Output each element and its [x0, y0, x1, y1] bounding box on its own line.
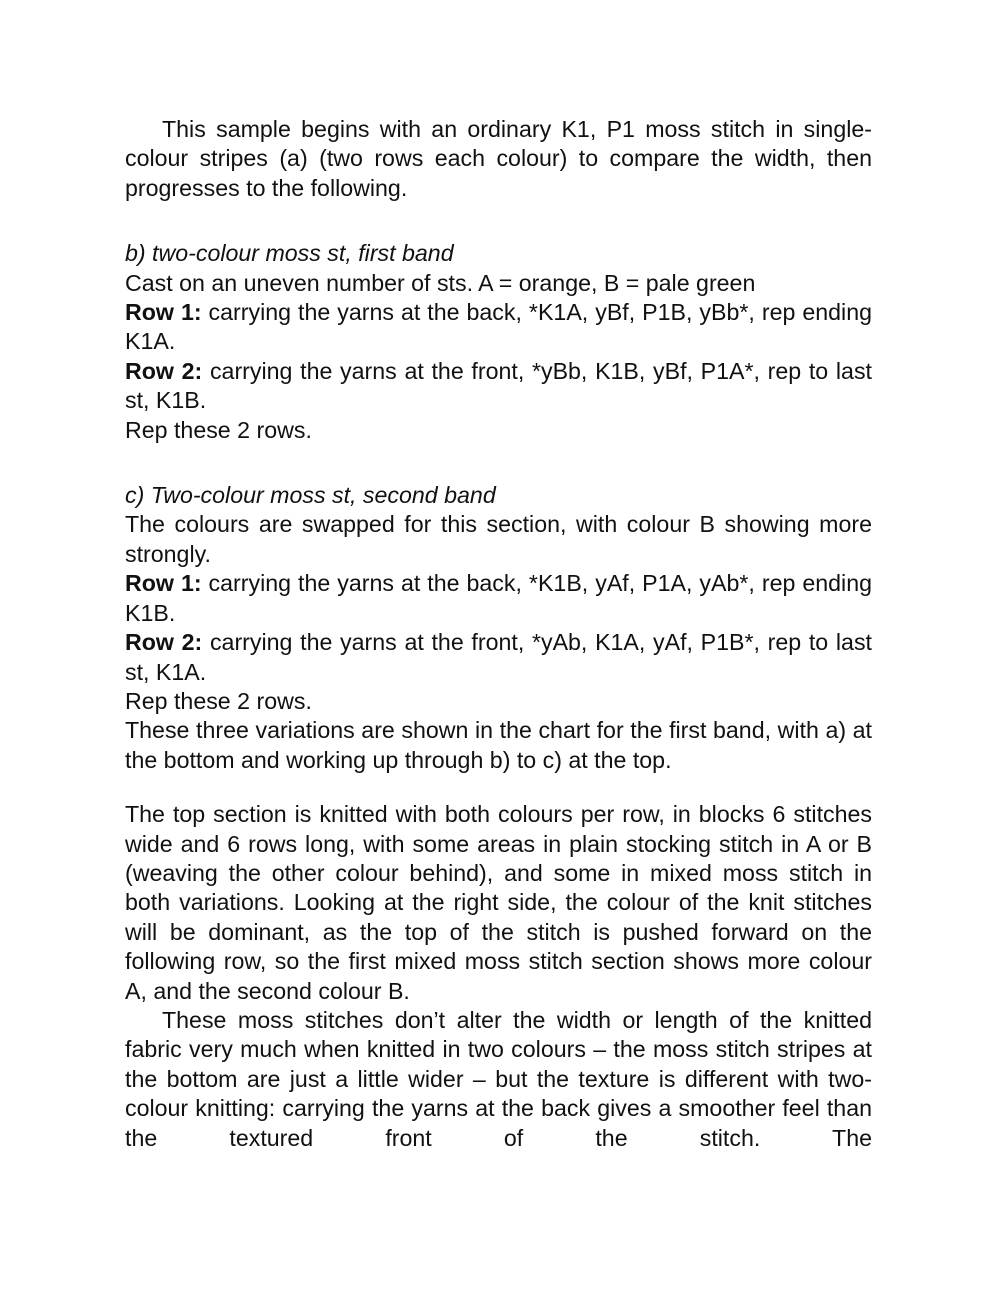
row-label: Row 1:	[125, 299, 202, 326]
spacer	[125, 203, 872, 239]
band-b-heading: b) two-colour moss st, first band	[125, 240, 454, 267]
band-c-section	[125, 481, 872, 775]
row-instructions: carrying the yarns at the back, *K1B, yAf, P1A, yAb*, rep ending K1B.	[125, 570, 872, 626]
band-c-note: The colours are swapped for this section, with colour B showing more strongly.	[125, 511, 872, 567]
band-c-row-1	[125, 569, 872, 628]
row-instructions: carrying the yarns at the back, *K1A, yBf, P1B, yBb*, rep ending K1A.	[125, 299, 872, 355]
band-c-row-2	[125, 628, 872, 687]
band-b-row-1	[125, 298, 872, 357]
row-instructions: carrying the yarns at the front, *yBb, K1B, yBf, P1A*, rep to last st, K1B.	[125, 357, 872, 414]
row-instructions: carrying the yarns at the front, *yAb, K1A, yAf, P1B*, rep to last st, K1A.	[125, 629, 872, 685]
intro-paragraph: This sample begins with an ordinary K1, P1 moss stitch in single-colour stripes (a) (two rows each colour) to compare the width, then progresses to the following.	[125, 116, 872, 201]
chart-note: These three variations are shown in the chart for the first band, with a) at the bottom and working up through b) to c) at the top.	[125, 717, 872, 773]
row-label: Row 2:	[125, 629, 203, 656]
row-label: Row 2:	[125, 357, 203, 384]
closing-paragraph: These moss stitches don’t alter the width or length of the knitted fabric very much when knitted in two colours – the moss stitch stripes at the bottom are just a little wider – but the texture is different with two-colour knitting: carrying the yarns at the back gives a smoother feel than the textured front of the stitch. The	[125, 1006, 872, 1151]
document-page	[125, 115, 872, 1153]
band-b-cast-on: Cast on an uneven number of sts. A = orange, B = pale green	[125, 269, 756, 296]
row-label: Row 1:	[125, 570, 202, 597]
band-c-repeat: Rep these 2 rows.	[125, 687, 312, 714]
band-b-repeat: Rep these 2 rows.	[125, 416, 312, 443]
band-c-heading: c) Two-colour moss st, second band	[125, 482, 496, 509]
band-b-row-2	[125, 357, 872, 416]
spacer	[125, 445, 872, 481]
top-section-paragraph: The top section is knitted with both colours per row, in blocks 6 stitches wide and 6 rows long, with some areas in plain stocking stitch in A or B (weaving the other colour behind), and some in mixed moss stitch in both variations. Looking at the right side, the colour of the knit stitches will be dominant, as the top of the stitch is pushed forward on the following row, so the first mixed moss stitch section shows more colour A, and the second colour B.	[125, 801, 872, 1004]
spacer	[125, 775, 872, 800]
band-b-section	[125, 239, 872, 445]
